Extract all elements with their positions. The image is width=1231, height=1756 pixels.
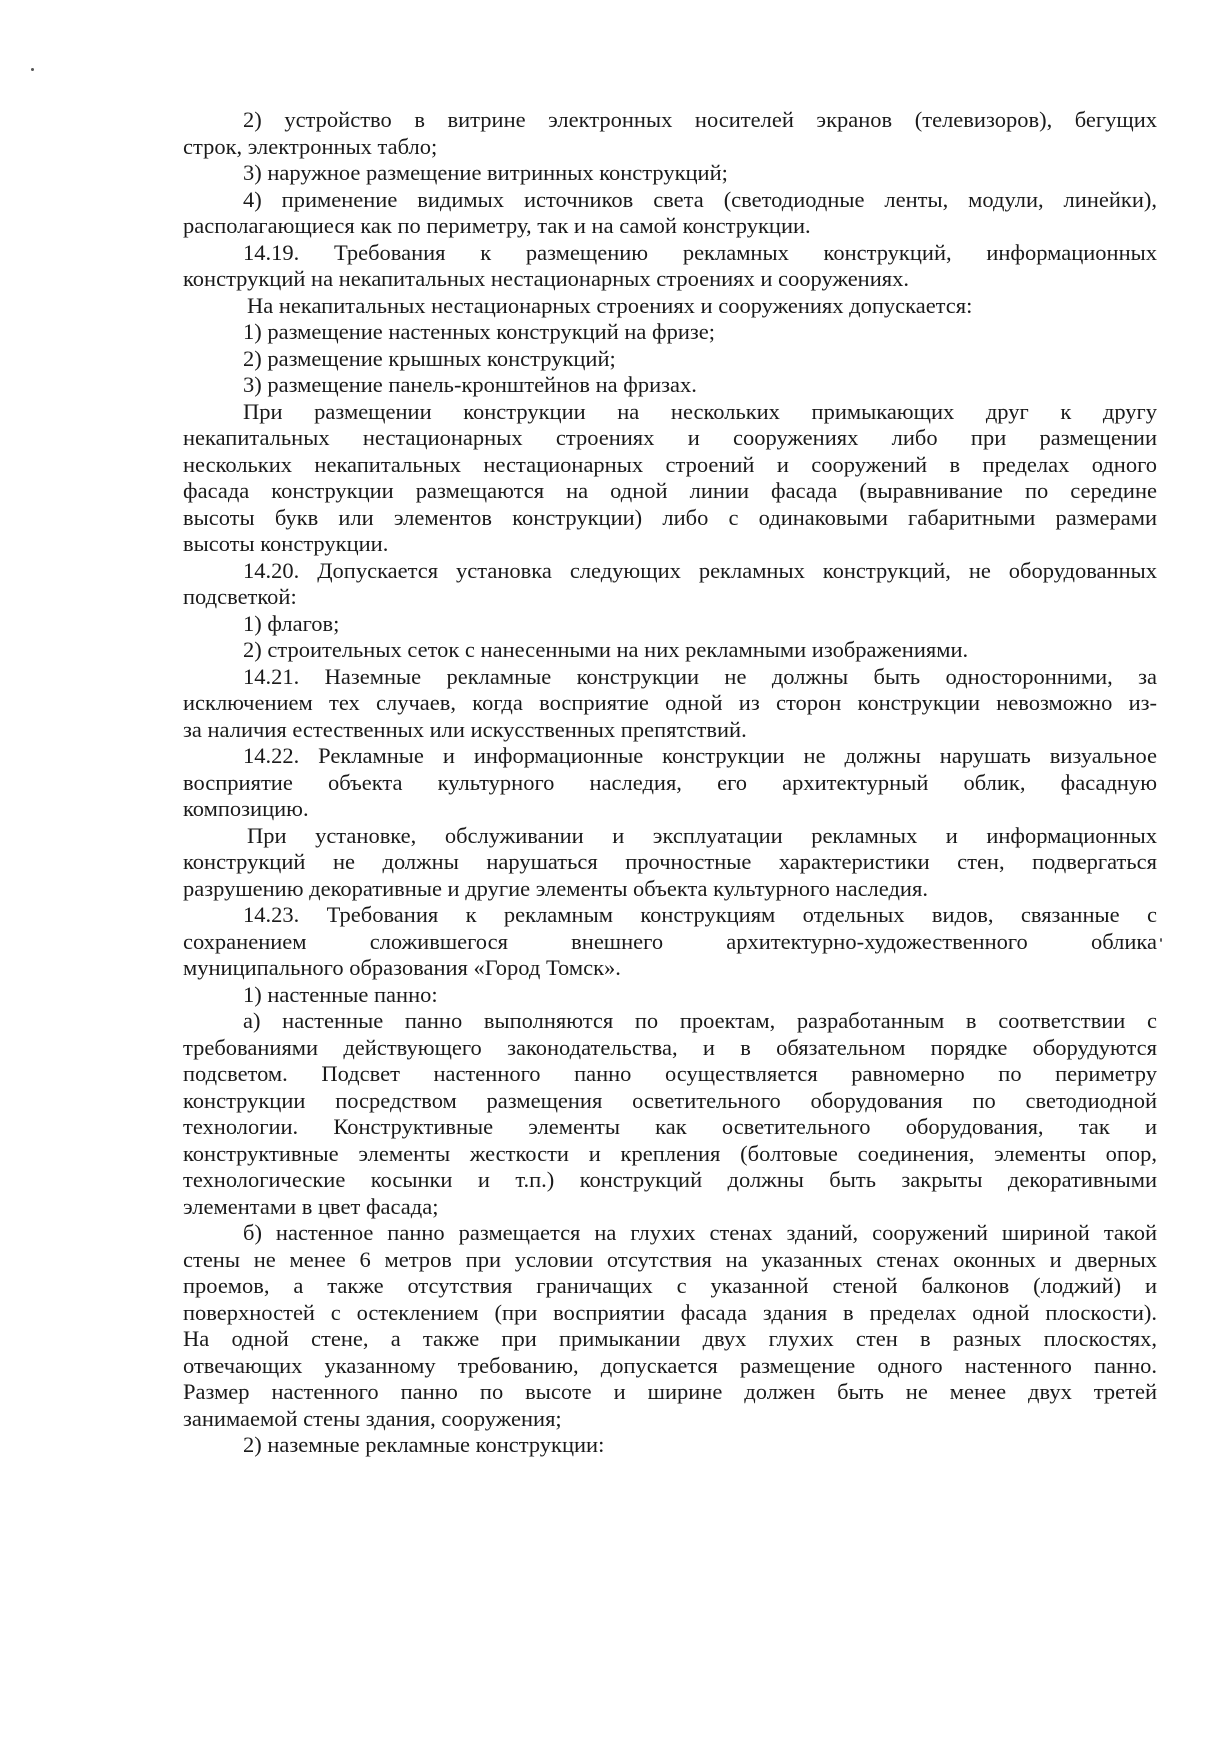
scan-speck [1160,938,1162,942]
text-line: 14.19. Требования к размещению рекламных конструкций, информационных [243,239,1157,265]
text-line: 4) применение видимых источников света (светодиодные ленты, модули, линейки), [243,186,1157,212]
text-line: нескольких некапитальных нестационарных строений и сооружений в пределах одного [183,451,1157,477]
text-line: 14.22. Рекламные и информационные конструкции не должны нарушать визуальное [243,743,1157,768]
text-line: а) настенные панно выполняются по проектам, разработанным в соответствии с [243,1008,1157,1033]
text-line: 2) строительных сеток с нанесенными на них рекламными изображениями. [243,637,969,662]
text-line: На некапитальных нестационарных строениях и сооружениях допускается: [247,292,973,318]
text-line: Размер настенного панно по высоте и ширине должен быть не менее двух третей [183,1379,1157,1404]
text-line: разрушению декоративные и другие элементы объекта культурного наследия. [183,875,928,901]
text-line: подсветкой: [183,584,297,609]
text-line: 14.23. Требования к рекламным конструкциям отдельных видов, связанные с [243,902,1157,927]
text-line: строк, электронных табло; [183,133,438,159]
text-line: некапитальных нестационарных строениях и сооружениях либо при размещении [183,425,1157,450]
text-line: 2) наземные рекламные конструкции: [243,1432,605,1457]
text-line: 1) размещение настенных конструкций на фризе; [243,319,716,344]
scan-speck [31,68,34,71]
text-line: сохранением сложившегося внешнего архитектурно-художественного облика [183,928,1157,954]
text-line: композицию. [183,796,309,821]
text-line: 3) наружное размещение витринных конструкций; [243,160,728,185]
text-line: высоты конструкции. [183,531,389,556]
text-line: проемов, а также отсутствия граничащих с указанной стеной балконов (лоджий) и [183,1273,1157,1298]
text-line: 14.21. Наземные рекламные конструкции не должны быть односторонними, за [243,663,1157,689]
text-line: располагающиеся как по периметру, так и на самой конструкции. [183,213,811,238]
text-line: стены не менее 6 метров при условии отсутствия на указанных стенах оконных и дверных [183,1246,1157,1272]
text-line: подсветом. Подсвет настенного панно осуществляется равномерно по периметру [183,1061,1157,1086]
text-line: 1) флагов; [243,610,340,636]
text-line: конструкций не должны нарушаться прочностные характеристики стен, подвергаться [183,849,1157,874]
text-line: восприятие объекта культурного наследия, его архитектурный облик, фасадную [183,769,1157,795]
text-line: высоты букв или элементов конструкции) либо с одинаковыми габаритными размерами [183,504,1157,530]
text-line: 1) настенные панно: [243,981,438,1007]
text-line: требованиями действующего законодательства, и в обязательном порядке оборудуются [183,1034,1157,1060]
text-line: конструкции посредством размещения осветительного оборудования по светодиодной [183,1087,1157,1113]
text-line: 2) устройство в витрине электронных носителей экранов (телевизоров), бегущих [243,107,1157,132]
text-line: конструкций на некапитальных нестационарных строениях и сооружениях. [183,266,909,291]
text-line: 2) размещение крышных конструкций; [243,345,616,371]
text-line: отвечающих указанному требованию, допускается размещение одного настенного панно. [183,1352,1157,1378]
text-line: При размещении конструкции на нескольких примыкающих друг к другу [243,398,1157,424]
text-line: элементами в цвет фасада; [183,1193,439,1219]
text-line: На одной стене, а также при примыкании двух глухих стен в разных плоскостях, [183,1326,1157,1351]
text-line: б) настенное панно размещается на глухих стенах зданий, сооружений шириной такой [243,1220,1157,1245]
text-line: за наличия естественных или искусственных препятствий. [183,716,747,742]
text-line: 3) размещение панель-кронштейнов на фризах. [243,372,697,397]
text-line: 14.20. Допускается установка следующих рекламных конструкций, не оборудованных [243,557,1157,583]
text-line: конструктивные элементы жесткости и крепления (болтовые соединения, элементы опор, [183,1140,1157,1166]
text-line: При установке, обслуживании и эксплуатации рекламных и информационных [247,822,1157,848]
text-line: поверхностей с остеклением (при восприятии фасада здания в пределах одной плоскости). [183,1299,1157,1325]
text-line: технологии. Конструктивные элементы как осветительного оборудования, так и [183,1114,1157,1139]
text-line: технологические косынки и т.п.) конструкций должны быть закрыты декоративными [183,1167,1157,1192]
text-line: занимаемой стены здания, сооружения; [183,1405,562,1431]
text-line: фасада конструкции размещаются на одной линии фасада (выравнивание по середине [183,478,1157,503]
document-page-body [183,107,1157,1459]
text-line: муниципального образования «Город Томск». [183,955,621,980]
text-line: исключением тех случаев, когда восприятие одной из сторон конструкции невозможно из- [183,690,1157,715]
